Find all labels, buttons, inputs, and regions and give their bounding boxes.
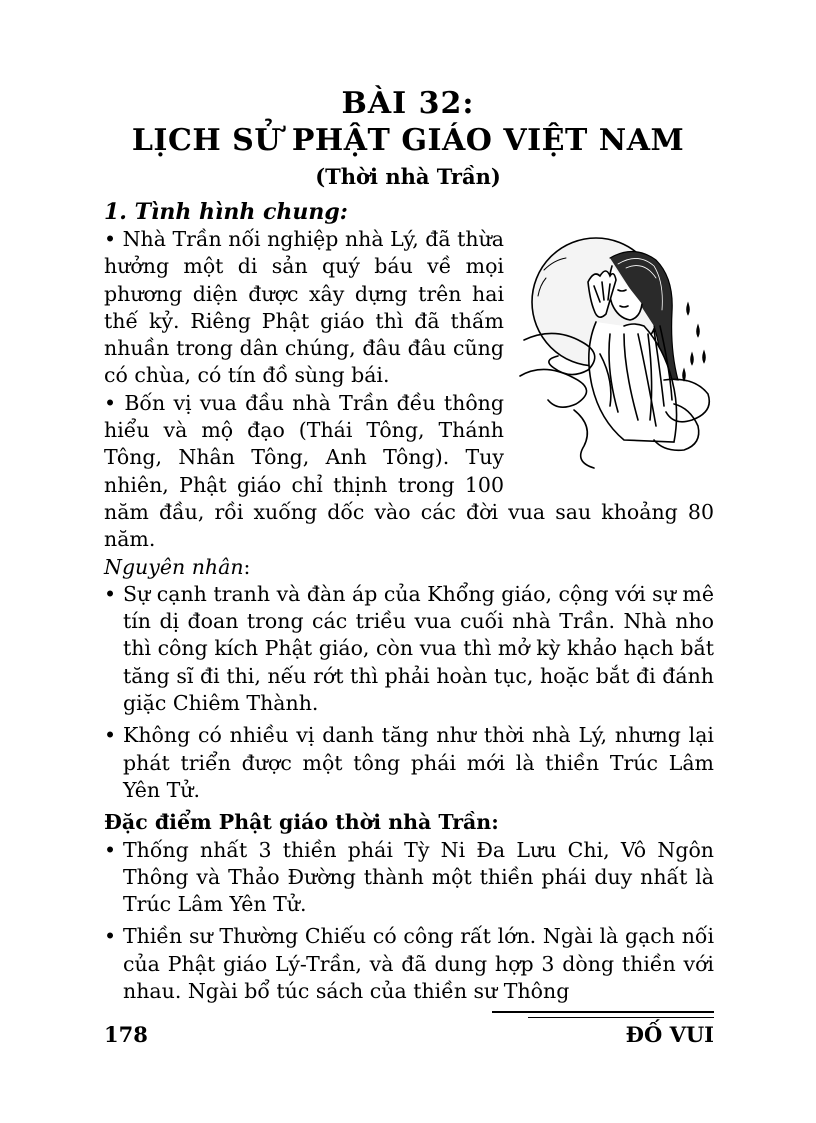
features-list: [104, 837, 714, 1006]
book-title: ĐỐ VUI: [625, 1022, 714, 1047]
list-item: • Thiền sư Thường Chiếu có công rất lớn. Ngài là gạch nối của Phật giáo Lý-Trần, và đã dung hợp 3 dòng thiền với nhau. Ngài bổ túc sách của thiền sư Thông: [104, 923, 714, 1005]
reasons-label-line: [104, 554, 714, 581]
paragraph-heritage: • Nhà Trần nối nghiệp nhà Lý, đã thừa hưởng một di sản quý báu về mọi phương diện được xây dựng trên hai thế kỷ. Riêng Phật giáo thì đã thấm nhuần trong dân chúng, đâu đâu cũng có chùa, có tín đồ sùng bái.: [104, 227, 504, 388]
section-heading: 1. Tình hình chung:: [104, 199, 348, 225]
lesson-title: LỊCH SỬ PHẬT GIÁO VIỆT NAM: [131, 123, 685, 158]
reasons-list: [104, 581, 714, 804]
list-item: • Thống nhất 3 thiền phái Tỳ Ni Đa Lưu Chi, Vô Ngôn Thông và Thảo Đường thành một thiền phái duy nhất là Trúc Lâm Yên Tử.: [104, 837, 714, 919]
features-heading: Đặc điểm Phật giáo thời nhà Trần:: [104, 810, 499, 835]
reasons-label: Nguyên nhân: [104, 554, 244, 579]
meditating-monk-moon-illustration: [514, 230, 714, 474]
lesson-number: BÀI 32:: [341, 86, 475, 121]
lesson-subtitle: (Thời nhà Trần): [315, 164, 501, 189]
footer-divider: [492, 1011, 714, 1013]
page-number: 178: [104, 1022, 148, 1047]
paragraph-kings: • Bốn vị vua đầu nhà Trần đều thông hiểu và mộ đạo (Thái Tông, Thánh Tông, Nhân Tông, Anh Tông). Tuy nhiên, Phật giáo chỉ thịnh trong 100 năm đầu, rồi xuống dốc vào các đời vua sau khoảng 80 năm.: [104, 390, 714, 552]
lesson-body: [104, 198, 714, 1010]
reasons-colon: :: [243, 554, 251, 579]
list-item: • Không có nhiều vị danh tăng như thời nhà Lý, nhưng lại phát triển được một tông phái mới là thiền Trúc Lâm Yên Tử.: [104, 722, 714, 804]
list-item: • Sự cạnh tranh và đàn áp của Khổng giáo, cộng với sự mê tín dị đoan trong các triều vua cuối nhà Trần. Nhà nho thì công kích Phật giáo, còn vua thì mở kỳ khảo hạch bắt tăng sĩ đi thi, nếu rớt thì phải hoàn tục, hoặc bắt đi đánh giặc Chiêm Thành.: [104, 581, 714, 717]
footer-divider-thin: [528, 1017, 714, 1018]
